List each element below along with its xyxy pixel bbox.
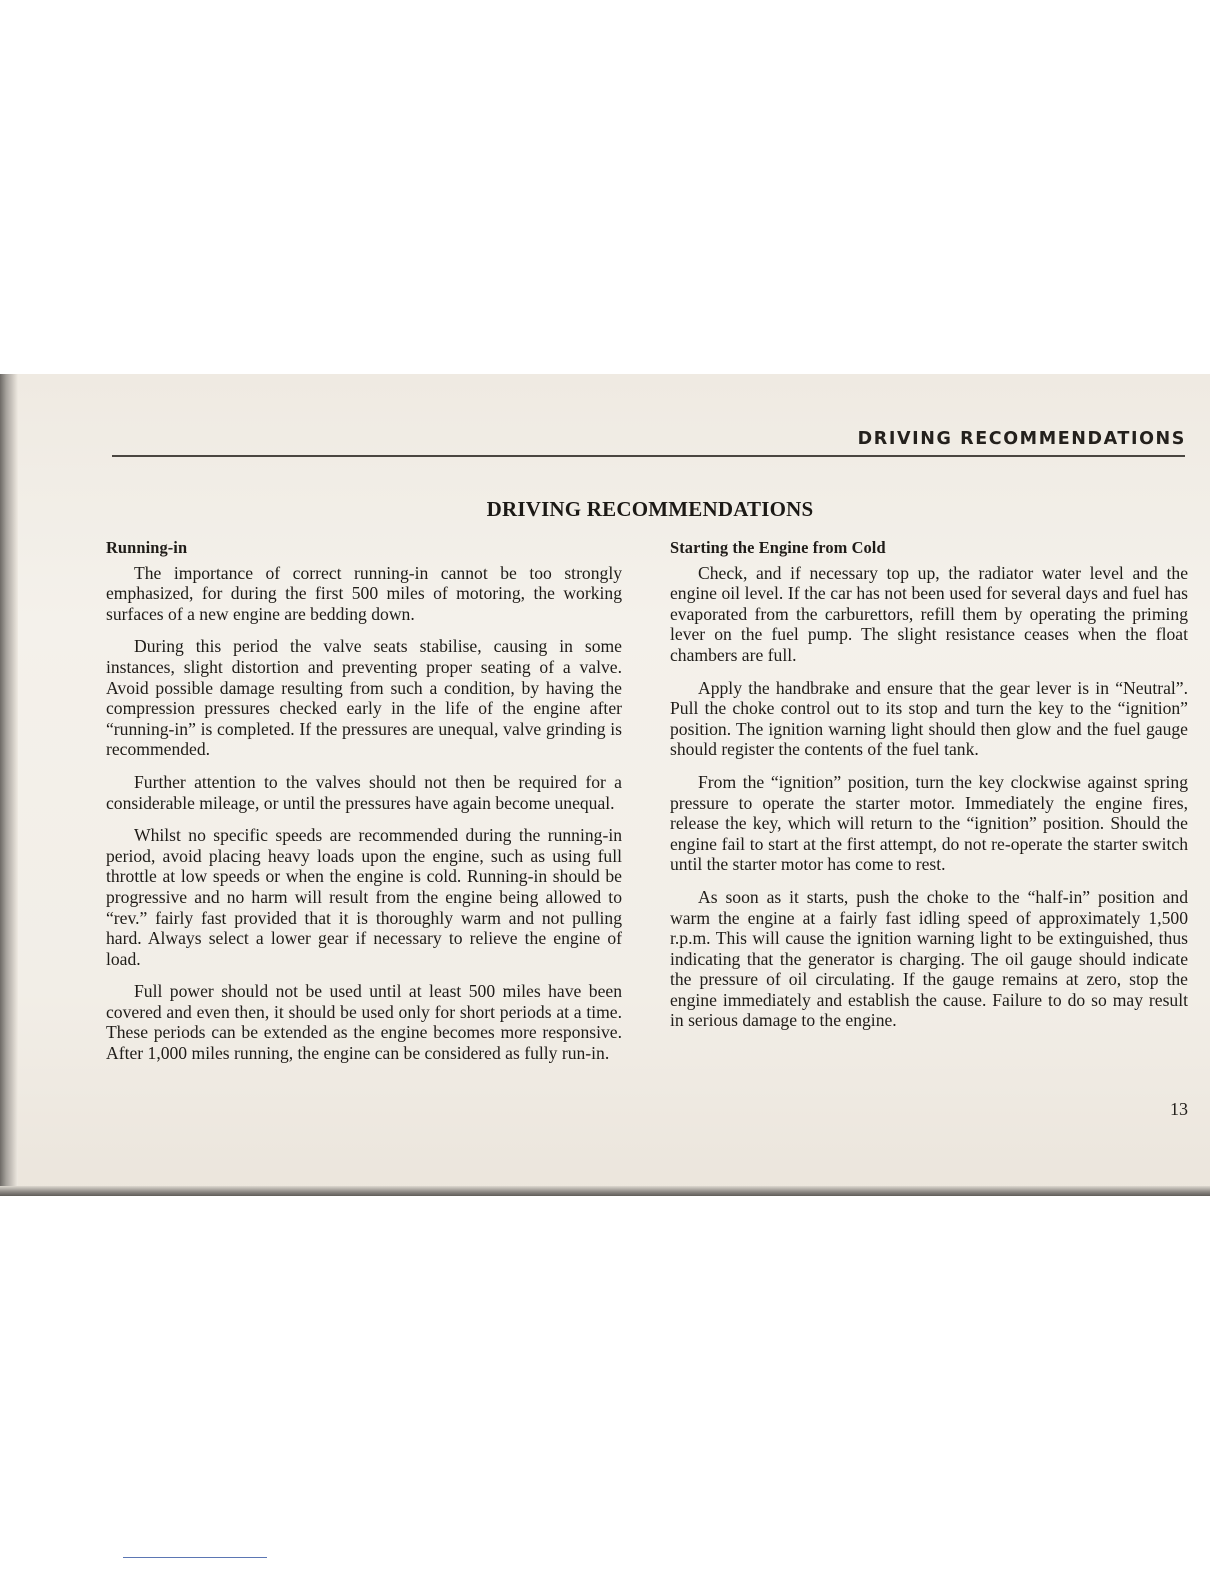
page-number: 13 xyxy=(1170,1099,1188,1119)
paragraph: Further attention to the valves should not then be required for a considerable mileage, or until the pressures have again become unequal. xyxy=(106,771,622,813)
right-column xyxy=(670,538,1188,1043)
page-title: DRIVING RECOMMENDATIONS xyxy=(486,497,814,521)
paragraph: The importance of correct running-in cannot be too strongly emphasized, for during the first 500 miles of motoring, the working surfaces of a new engine are bedding down. xyxy=(106,562,622,624)
paragraph: As soon as it starts, push the choke to the “half-in” position and warm the engine at a fairly fast idling speed of approximately 1,500 r.p.m. This will cause the ignition warning light to be extinguished, thus indicating that the generator is charging. The oil gauge should indicate the pressure of oil circulating. If the gauge remains at zero, stop the engine immediately and establish the cause. Failure to do so may result in serious damage to the engine. xyxy=(670,886,1188,1031)
left-column xyxy=(106,538,622,1076)
paragraph: Whilst no specific speeds are recommended during the running-in period, avoid placing heavy loads upon the engine, such as using full throttle at low speeds or when the engine is cold. Running-in should be progressive and no harm will result from the engine being allowed to “rev.” fairly fast provided that it is thoroughly warm and not pulling hard. Always select a lower gear if necessary to relieve the engine of load. xyxy=(106,825,622,969)
paragraph: During this period the valve seats stabilise, causing in some instances, slight distortion and preventing proper seating of a valve. Avoid possible damage resulting from such a condition, by having the compression pressures checked early in the life of the engine after “running-in” is completed. If the pressures are unequal, valve grinding is recommended. xyxy=(106,636,622,760)
footer-link-underline[interactable] xyxy=(123,1557,267,1558)
paragraph: From the “ignition” position, turn the key clockwise against spring pressure to operate the starter motor. Immediately the engine fires, release the key, which will return to the “ignition” position. Should the engine fail to start at the first attempt, do not re-operate the starter switch until the starter motor has come to rest. xyxy=(670,771,1188,875)
section-heading-starting-engine: Starting the Engine from Cold xyxy=(670,538,886,557)
paragraph: Full power should not be used until at least 500 miles have been covered and even then, it should be used only for short periods at a time. These periods can be extended as the engine becomes more responsive. After 1,000 miles running, the engine can be considered as fully run-in. xyxy=(106,981,622,1064)
header-rule xyxy=(112,455,1185,457)
section-heading-running-in: Running-in xyxy=(106,538,188,557)
book-binding-edge xyxy=(0,374,18,1196)
paragraph: Apply the handbrake and ensure that the gear lever is in “Neutral”. Pull the choke control out to its stop and turn the key to the “ignition” position. The ignition warning light should then glow and the fuel gauge should register the contents of the fuel tank. xyxy=(670,677,1188,760)
running-head: DRIVING RECOMMENDATIONS xyxy=(857,429,1186,449)
paragraph: Check, and if necessary top up, the radiator water level and the engine oil level. If the car has not been used for several days and fuel has evaporated from the carburettors, refill them by operating the priming lever on the fuel pump. The slight resistance ceases when the float chambers are full. xyxy=(670,562,1188,665)
page-bottom-edge xyxy=(0,1186,1210,1196)
